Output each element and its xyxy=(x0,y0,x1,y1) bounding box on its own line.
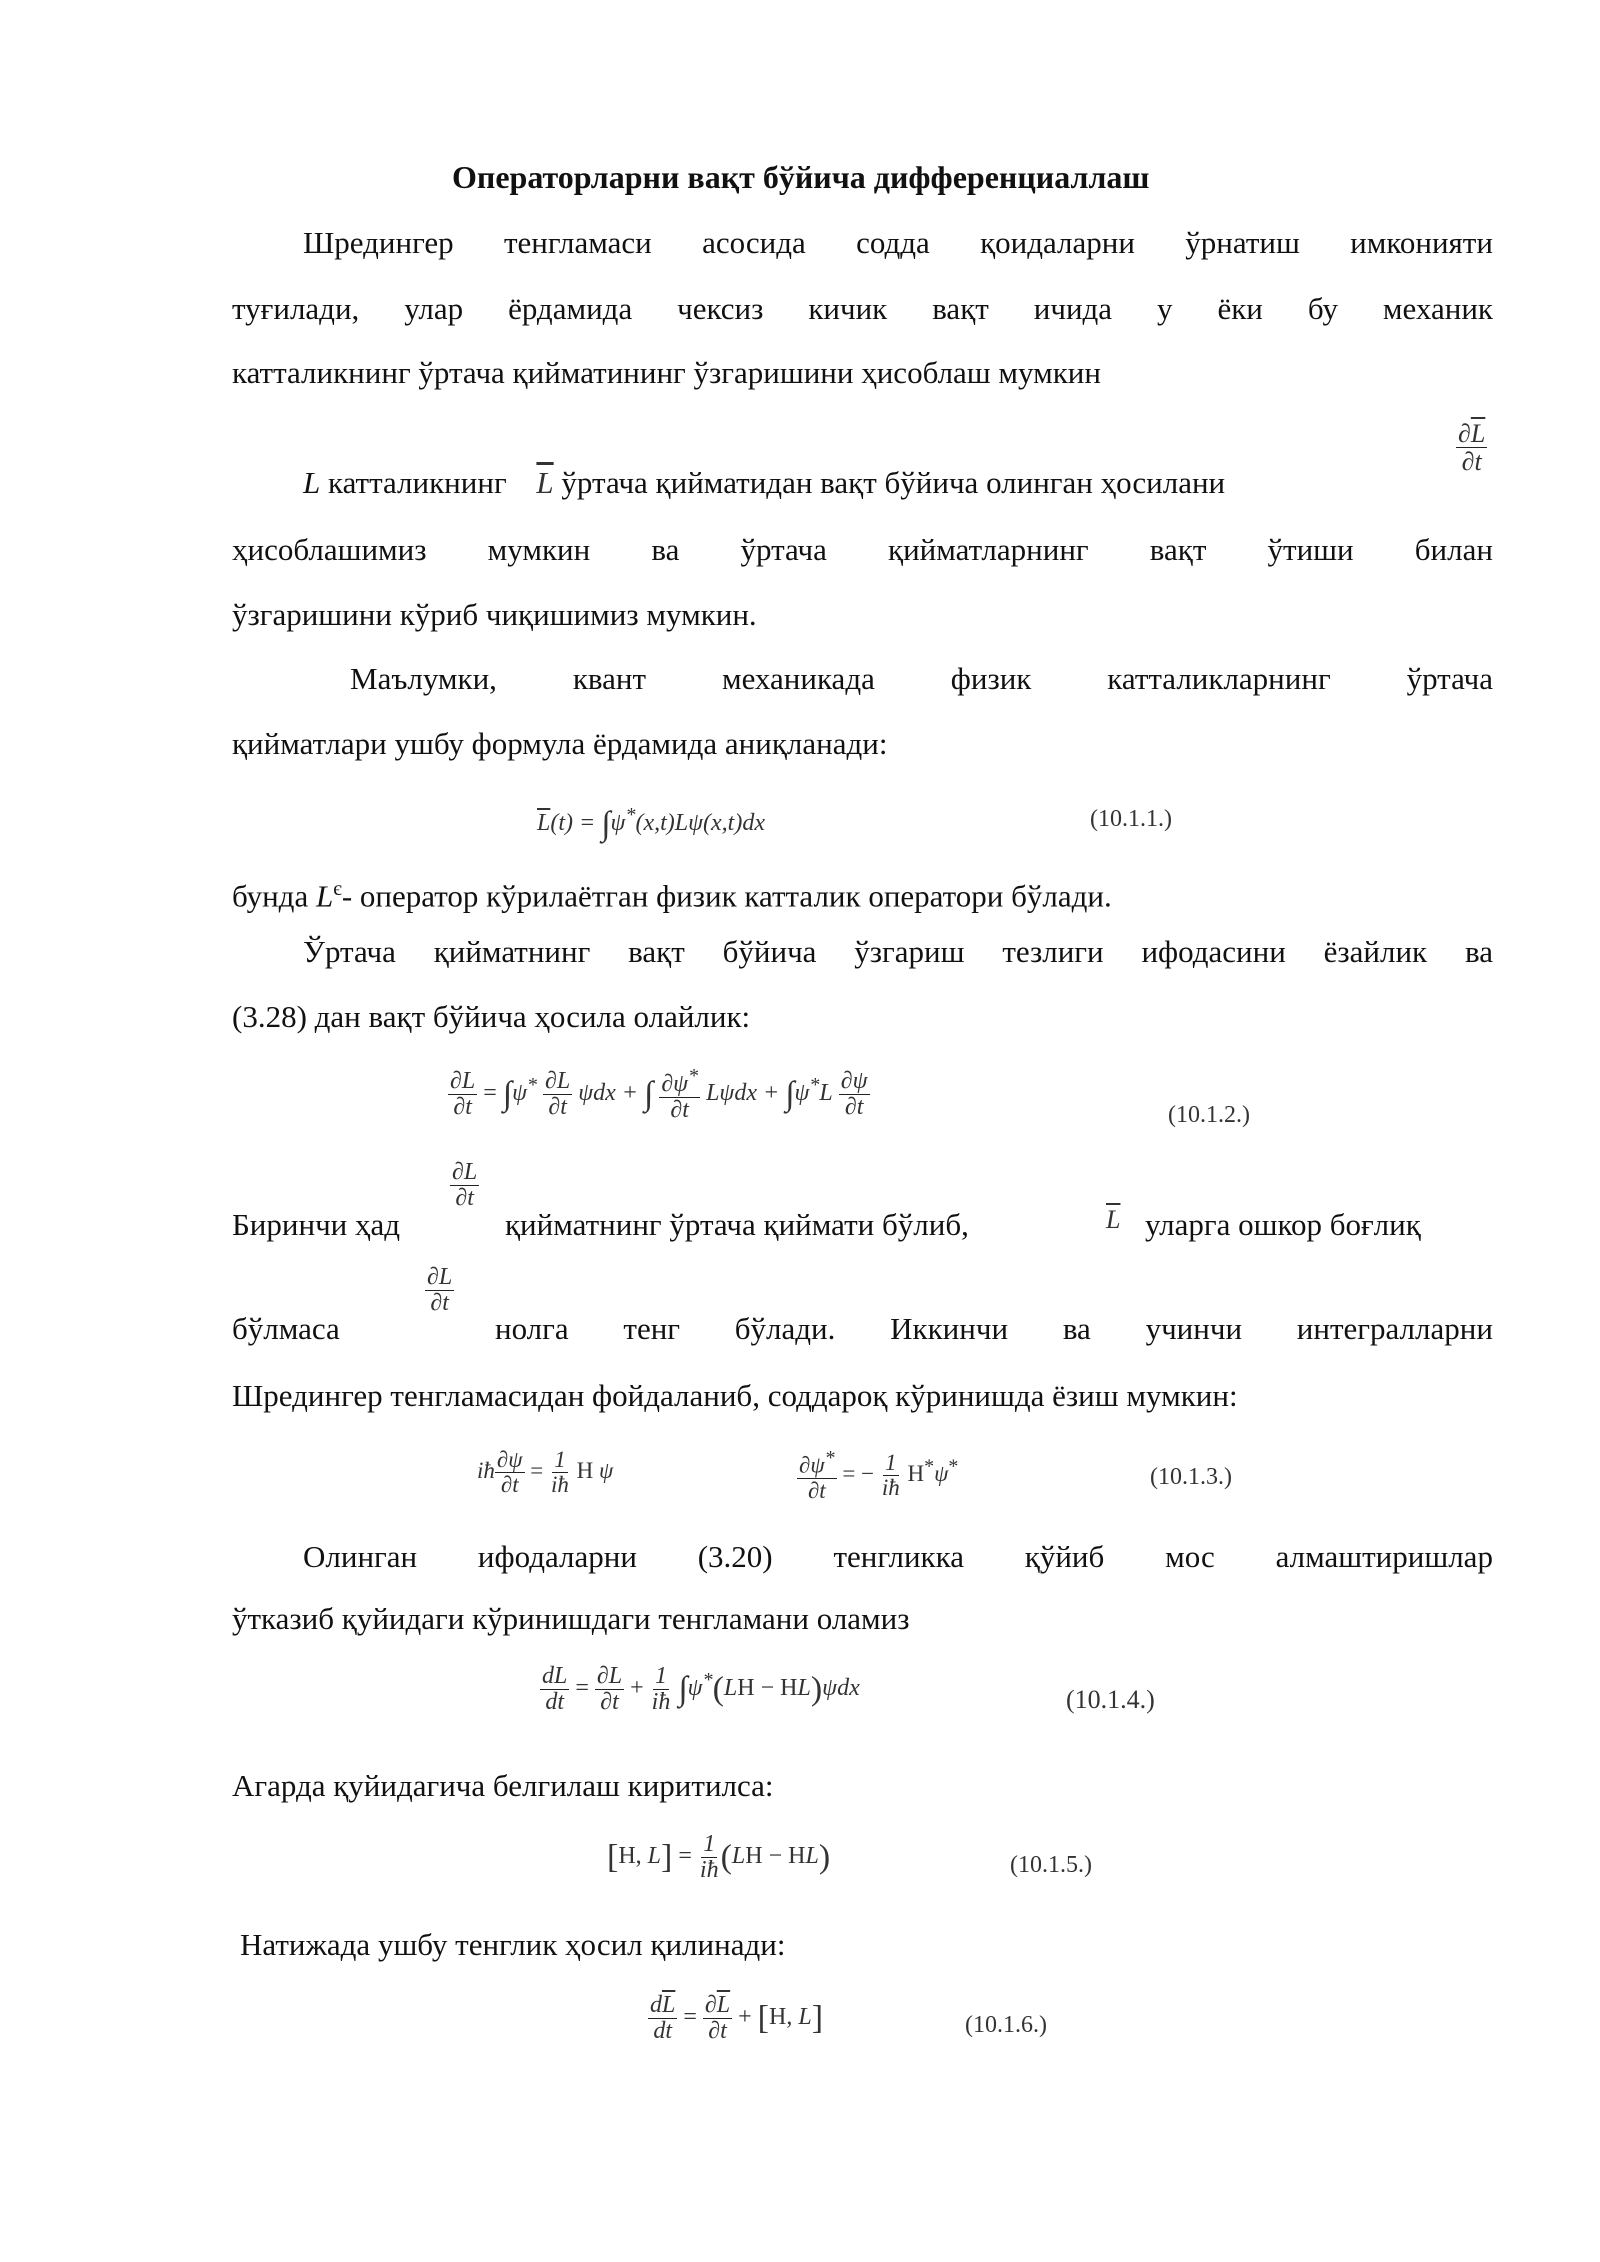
p4-line: бунда $L^є-$ оператор кўрилаётган физик катталик оператори бўлади. xyxy=(232,878,1112,914)
word: содда xyxy=(856,225,930,260)
p1-line3: катталикнинг ўртача қийматининг ўзгаришини ҳисоблаш мумкин xyxy=(232,355,1101,390)
p7-line2: ўтказиб қуйидаги кўринишдаги тенгламани оламиз xyxy=(232,1601,910,1636)
word: вақт xyxy=(628,934,685,969)
equation-10-1-1: $\overline{L}(t) = \int\psi^*(x,t)L\psi(x,t)dx$ xyxy=(537,804,765,843)
word: ёзайлик xyxy=(1323,934,1428,969)
word: ўрнатиш xyxy=(1185,225,1300,260)
equation-number-10-1-2: (10.1.2.) xyxy=(1168,1102,1250,1128)
word: тенг xyxy=(623,1311,681,1346)
word: улар xyxy=(404,291,464,326)
word: ёки xyxy=(1217,291,1263,326)
equation-10-1-2: $\frac{\partial L}{\partial t}$ = ∫ψ* $\frac{\partial L}{\partial t}$ ψdx + ∫ $\frac{\partial\psi^*}{\partial t}$ Lψdx + ∫ψ*L $\frac{\partial\psi}{\partial t}$ xyxy=(450,1065,868,1124)
word: физик xyxy=(950,661,1032,696)
p2-text-a: катталикнинг xyxy=(328,465,507,500)
p4-L-superscript: є xyxy=(333,878,342,900)
word: қоидаларни xyxy=(980,225,1135,260)
word: у xyxy=(1157,291,1173,326)
p5-line2: (3.28) дан вақт бўйича ҳосила олайлик: xyxy=(232,999,751,1034)
word: механикада xyxy=(721,661,875,696)
word: қийматнинг xyxy=(433,934,591,969)
p4-L-symbol: L xyxy=(315,878,334,914)
word: қўйиб xyxy=(1024,1539,1105,1574)
word: бу xyxy=(1307,291,1338,326)
p5-line1 xyxy=(303,932,1493,972)
p3-line2: қийматлари ушбу формула ёрдамида аниқланади: xyxy=(232,726,888,761)
p1-line1 xyxy=(303,223,1493,263)
word: кичик xyxy=(808,291,888,326)
equation-10-1-5: [Н, L] = $\frac{1}{iħ}$ (LН − НL) xyxy=(607,1831,831,1884)
word: тенгламаси xyxy=(503,225,652,260)
p6-Lbar-symbol: $\overline{L}$ xyxy=(1106,1205,1121,1234)
word: алмаштиришлар xyxy=(1275,1539,1493,1574)
word: ва xyxy=(651,532,680,567)
word: мос xyxy=(1165,1539,1215,1574)
word: ва xyxy=(1464,934,1493,969)
word: тезлиги xyxy=(1002,934,1104,969)
page-title: Операторларни вақт бўйича дифференциаллаш xyxy=(452,159,1150,195)
word: имконияти xyxy=(1350,225,1493,260)
equation-10-1-3-left: iħ $\frac{\partial\psi}{\partial t}$ = $\frac{1}{iħ}$ Н ψ xyxy=(477,1447,614,1498)
p2-line1 xyxy=(303,463,1225,503)
word: Иккинчи xyxy=(890,1311,1009,1346)
p6-line1-c: уларга ошкор боғлиқ xyxy=(1145,1207,1421,1242)
p2-line2 xyxy=(232,530,1493,570)
word: ўтиши xyxy=(1267,532,1354,567)
equation-number-10-1-3: (10.1.3.) xyxy=(1150,1464,1232,1490)
word: мумкин xyxy=(487,532,591,567)
word: ифодаларни xyxy=(477,1539,637,1574)
word: (3.20) xyxy=(697,1539,773,1574)
word: вақт xyxy=(932,291,989,326)
word: туғилади, xyxy=(232,291,360,326)
p6-dL-dt-1: $\frac{\partial L}{\partial t}$ xyxy=(452,1159,478,1212)
p2-Lbar-symbol: $\overline{L}$ xyxy=(536,465,554,500)
p1-line2 xyxy=(232,289,1493,329)
word: ичида xyxy=(1033,291,1113,326)
word: механик xyxy=(1382,291,1493,326)
equation-number-10-1-5: (10.1.5.) xyxy=(1010,1852,1092,1878)
word: асосида xyxy=(702,225,806,260)
word: қийматларнинг xyxy=(888,532,1089,567)
p2-line3: ўзгаришини кўриб чиқишимиз мумкин. xyxy=(232,597,757,632)
p2-L-symbol: L xyxy=(303,465,321,500)
equation-10-1-3-right: $\frac{\partial\psi^*}{\partial t}$ = − $\frac{1}{iħ}$ Н*ψ* xyxy=(799,1447,959,1503)
p8-line: Агарда қуйидагича белгилаш киритилса: xyxy=(232,1768,774,1803)
word: ёрдамида xyxy=(508,291,633,326)
p6-dL-dt-2: $\frac{\partial L}{\partial t}$ xyxy=(427,1264,453,1317)
equation-10-1-4: $\frac{dL}{dt}$ = $\frac{\partial L}{\partial t}$ + $\frac{1}{iħ}$ ∫ψ*(LН − НL)ψdx xyxy=(542,1663,860,1716)
equation-number-10-1-4: (10.1.4.) xyxy=(1066,1685,1155,1714)
word: бўлади. xyxy=(734,1311,836,1346)
p6-line1-a: Биринчи ҳад xyxy=(232,1207,401,1242)
word: ўзгариш xyxy=(854,934,965,969)
p2-dLbar-dt: $\frac{\partial\overline{L}}{\partial t}$ xyxy=(1458,419,1486,477)
word: вақт xyxy=(1149,532,1207,567)
word: ҳисоблашимиз xyxy=(232,532,427,567)
p6-line1-b: қийматнинг ўртача қиймати бўлиб, xyxy=(505,1207,969,1242)
word: Шредингер xyxy=(303,225,454,260)
word: ўртача xyxy=(1406,661,1493,696)
equation-number-10-1-1: (10.1.1.) xyxy=(1090,806,1172,832)
word: квант xyxy=(572,661,647,696)
page: Операторларни вақт бўйича дифференциаллаш Шредингер тенгламаси асосида содда қоидаларни ўрнатиш имконияти туғилади, улар ёрдамида чексиз кичик вақт ичида у ёки бу механик катталикнинг ўртача қийматининг ўзгаришини ҳисоблаш мумкин L катталикнинг $\overline{L}$ ўртача қийматидан вақт бўйича олинган ҳосилани $\frac{\partial\overline{L}}{\partial t}$ ҳисоблашимиз мумкин ва ўртача қийматларнинг вақт ўтиши билан ўзгаришини кўриб чиқишимиз мумкин. Маълумки, квант механикада физик катталикларнинг ўртача қийматлари ушбу формула ёрдамида аниқланади: $\overline{L}(t) = \int\psi^*(x,t)L\psi(x,t)dx$ (10.1.1.) бунда $L^є-$ оператор кўрилаётган физик катталик оператори бўлади. Ўртача қийматнинг вақт бўйича ўзгариш тезлиги ифодасини ёзайлик ва (3.28) дан вақт бўйича ҳосила олайлик: $\frac{\partial L}{\partial t}$ = ∫ψ* $\frac{\partial L}{\partial t}$ ψdx + ∫ $\frac{\partial\psi^*}{\partial t}$ Lψdx + ∫ψ*L $\frac{\partial\psi}{\partial t}$ (10.1.2.) $\frac{\partial L}{\partial t}$ Биринчи ҳад қийматнинг ўртача қиймати бўлиб, $\overline{L}$ уларга ошкор боғлиқ $\frac{\partial L}{\partial t}$ бўлмаса нолга тенг бўлади. Иккинчи ва учинчи интегралларни Шредингер тенгламасидан фойдаланиб, соддароқ кўринишда ёзиш мумкин: iħ $\frac{\partial\psi}{\partial t}$ = $\frac{1}{iħ}$ Н ψ $\frac{\partial\psi^*}{\partial t}$ = − $\frac{1}{iħ}$ Н*ψ* (10.1.3.) Олинган ифодаларни (3.20) тенгликка қўйиб мос алмаштиришлар ўтказиб қуйидаги кўринишдаги тенгламани оламиз $\frac{dL}{dt}$ = $\frac{\partial L}{\partial t}$ + $\frac{1}{iħ}$ ∫ψ*(LН − НL)ψdx (10.1.4.) Агарда қуйидагича белгилаш киритилса: [Н, L] = $\frac{1}{iħ}$ (LН − НL) (10.1.5.) Натижада ушбу тенглик ҳосил қилинади: $\frac{d\overline{L}}{dt}$ = $\frac{\partial\overline{L}}{\partial t}$ + [Н, L] (10.1.6.) xyxy=(232,159,1493,2045)
word: нолга xyxy=(495,1311,569,1346)
word: билан xyxy=(1414,532,1493,567)
p2-text-b: ўртача қийматидан вақт бўйича олинган ҳосилани xyxy=(561,465,1226,500)
word: ўртача xyxy=(740,532,827,567)
p3-line1 xyxy=(350,659,1493,699)
word: учинчи xyxy=(1145,1311,1243,1346)
word: катталикларнинг xyxy=(1107,661,1331,696)
word: чексиз xyxy=(677,291,764,326)
p6-line3: Шредингер тенгламасидан фойдаланиб, соддароқ кўринишда ёзиш мумкин: xyxy=(232,1378,1238,1413)
p9-line: Натижада ушбу тенглик ҳосил қилинади: xyxy=(240,1927,786,1962)
word: бўйича xyxy=(722,934,817,969)
word: тенгликка xyxy=(833,1539,964,1574)
word: ифодасини xyxy=(1141,934,1286,969)
word: Олинган xyxy=(303,1539,418,1574)
word: ва xyxy=(1062,1311,1091,1346)
word: Ўртача xyxy=(303,934,396,969)
p7-line1 xyxy=(303,1537,1493,1577)
equation-10-1-6: $\frac{d\overline{L}}{dt}$ = $\frac{\partial\overline{L}}{\partial t}$ + [Н, L] xyxy=(650,1992,824,2045)
equation-number-10-1-6: (10.1.6.) xyxy=(965,2012,1047,2038)
word: интегралларни xyxy=(1296,1311,1493,1346)
word: Маълумки, xyxy=(350,661,497,696)
